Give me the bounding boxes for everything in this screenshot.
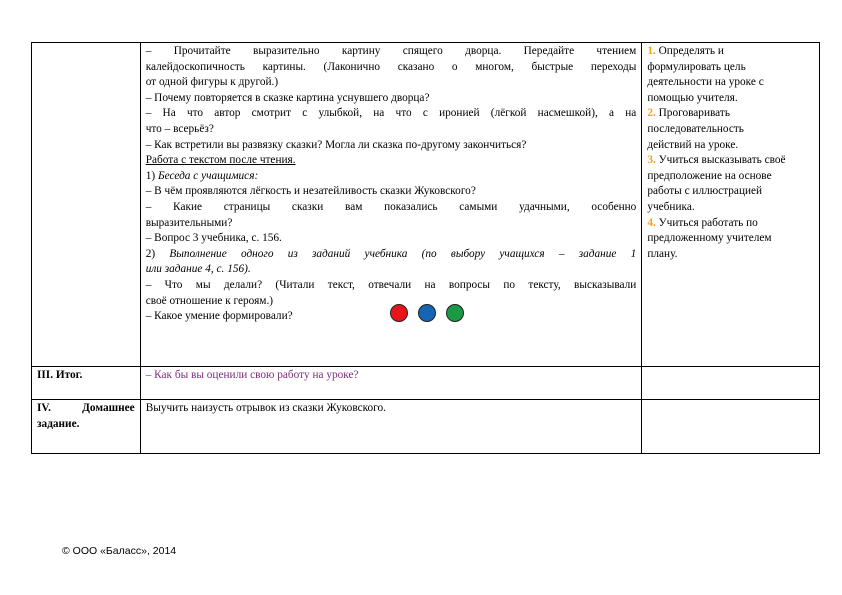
conversation-label: Беседа с учащимися: bbox=[157, 169, 259, 182]
text-line: – Какое умение формировали? bbox=[145, 310, 293, 323]
color-dots bbox=[390, 304, 464, 322]
uud-line: деятельности на уроке с bbox=[647, 76, 764, 89]
text-line: от одной фигуры к другой.) bbox=[145, 76, 279, 89]
green-dot-icon bbox=[446, 304, 464, 322]
text-line: – Вопрос 3 учебника, с. 156. bbox=[145, 232, 282, 245]
uud-line: плану. bbox=[647, 247, 678, 260]
uud-cell bbox=[642, 43, 820, 367]
stage-cell bbox=[32, 400, 141, 454]
task-heading bbox=[146, 247, 637, 263]
lesson-table bbox=[31, 42, 820, 454]
red-dot-icon bbox=[390, 304, 408, 322]
uud-line bbox=[647, 44, 814, 60]
stage-label-cont: задание. bbox=[37, 417, 80, 430]
uud-line: предложенному учителем bbox=[647, 232, 772, 245]
text-line: – В чём проявляются лёгкость и незатейливость сказки Жуковского? bbox=[145, 185, 476, 198]
uud-cell bbox=[642, 367, 820, 400]
uud-line: помощью учителя. bbox=[647, 91, 738, 104]
task-label-cont: или задание 4, с. 156). bbox=[145, 263, 251, 276]
table-row bbox=[32, 400, 820, 454]
uud-text: Учиться работать по bbox=[658, 216, 758, 229]
uud-cell bbox=[642, 400, 820, 454]
uud-line: формулировать цель bbox=[647, 60, 746, 73]
text-line: калейдоскопичность картины. (Лаконично сказано о многом, быстрые переходы bbox=[145, 60, 637, 73]
text-line: – Почему повторяется в сказке картина уснувшего дворца? bbox=[145, 91, 430, 104]
uud-number: 3. bbox=[647, 154, 656, 167]
stage-label: III. Итог. bbox=[37, 369, 83, 381]
uud-line: учебника. bbox=[647, 200, 695, 213]
text-line: – Прочитайте выразительно картину спящего дворца. Передайте чтением bbox=[145, 45, 637, 57]
copyright-footer: © ООО «Баласс», 2014 bbox=[62, 545, 177, 557]
content-cell bbox=[140, 367, 642, 400]
table-row bbox=[32, 43, 820, 367]
item-number: 1) bbox=[145, 169, 156, 182]
table-row bbox=[32, 367, 820, 400]
content-cell bbox=[140, 400, 642, 454]
uud-text: Проговаривать bbox=[658, 107, 730, 120]
uud-text: Определять и bbox=[658, 45, 724, 57]
text-line: своё отношение к героям.) bbox=[145, 294, 274, 307]
summary-question: – Как бы вы оценили свою работу на уроке? bbox=[145, 369, 359, 381]
text-line: – На что автор смотрит с улыбкой, на что с иронией (лёгкой насмешкой), а на bbox=[145, 107, 637, 120]
question-row bbox=[146, 309, 637, 325]
text-line: – Какие страницы сказки вам показались самыми удачными, особенно bbox=[145, 200, 637, 213]
item-number: 2) bbox=[145, 247, 156, 260]
blue-dot-icon bbox=[418, 304, 436, 322]
uud-line bbox=[647, 153, 814, 169]
uud-line bbox=[647, 216, 814, 232]
stage-cell bbox=[32, 367, 141, 400]
text-line: – Что мы делали? (Читали текст, отвечали на вопросы по тексту, высказывали bbox=[145, 278, 637, 291]
task-label: Выполнение одного из заданий учебника (по выбору учащихся – задание 1 bbox=[169, 247, 637, 260]
uud-line: предположение на основе bbox=[647, 169, 772, 182]
conversation-heading bbox=[146, 169, 637, 185]
uud-number: 2. bbox=[647, 107, 656, 120]
uud-number: 1. bbox=[647, 45, 656, 57]
stage-label bbox=[37, 401, 135, 417]
homework-text: Выучить наизусть отрывок из сказки Жуковского. bbox=[145, 402, 386, 414]
text-line: – Как встретили вы развязку сказки? Могла ли сказка по-другому закончиться? bbox=[145, 138, 527, 151]
section-heading: Работа с текстом после чтения. bbox=[145, 154, 296, 167]
stage-cell bbox=[32, 43, 141, 367]
stage-word: Домашнее bbox=[82, 402, 135, 414]
uud-line bbox=[647, 106, 814, 122]
text-line: что – всерьёз? bbox=[145, 122, 214, 135]
stage-number: IV. bbox=[37, 402, 51, 414]
uud-line: действий на уроке. bbox=[647, 138, 739, 151]
uud-line: работы с иллюстрацией bbox=[647, 185, 763, 198]
uud-line: последовательность bbox=[647, 122, 744, 135]
content-cell bbox=[140, 43, 642, 367]
text-line: выразительными? bbox=[145, 216, 233, 229]
uud-text: Учиться высказывать своё bbox=[658, 154, 786, 167]
uud-number: 4. bbox=[647, 216, 656, 229]
